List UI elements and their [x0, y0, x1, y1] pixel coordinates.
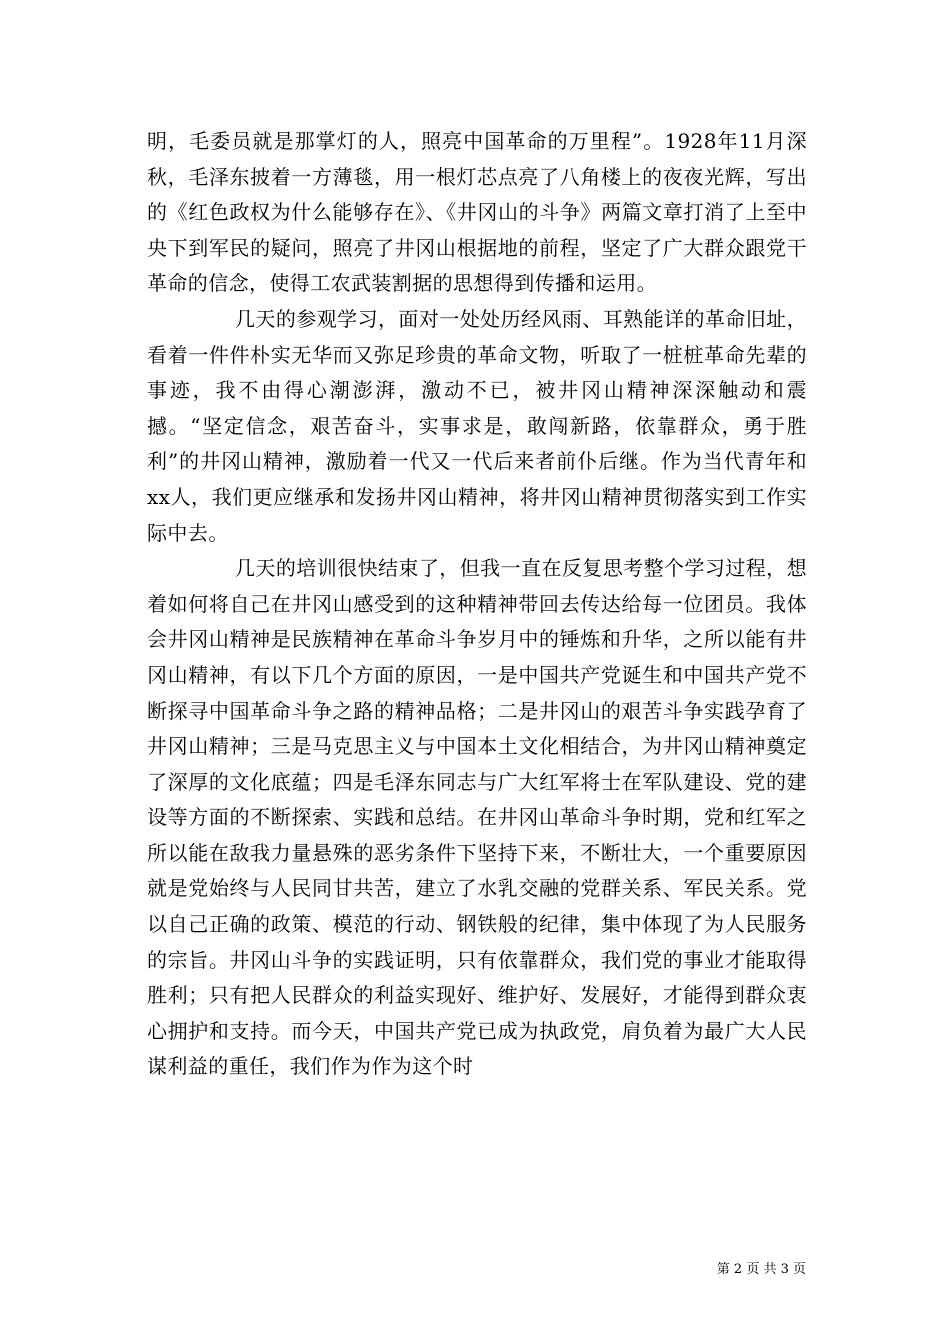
paragraph-3: 几天的培训很快结束了，但我一直在反复思考整个学习过程，想着如何将自己在井冈山感受到的这种精神带回去传达给每一位团员。我体会井冈山精神是民族精神在革命斗争岁月中的锤炼和升华，之所以能有井冈山精神，有以下几个方面的原因，一是中国共产党诞生和中国共产党不断探寻中国革命斗争之路的精神品格；二是井冈山的艰苦斗争实践孕育了井冈山精神；三是马克思主义与中国本土文化相结合，为井冈山精神奠定了深厚的文化底蕴；四是毛泽东同志与广大红军将士在军队建设、党的建设等方面的不断探索、实践和总结。在井冈山革命斗争时期，党和红军之所以能在敌我力量悬殊的恶劣条件下坚持下来，不断壮大，一个重要原因就是党始终与人民同甘共苦，建立了水乳交融的党群关系、军民关系。党以自己正确的政策、模范的行动、钢铁般的纪律，集中体现了为人民服务的宗旨。井冈山斗争的实践证明，只有依靠群众，我们党的事业才能取得胜利；只有把人民群众的利益实现好、维护好、发展好，才能得到群众衷心拥护和支持。而今天，中国共产党已成为执政党，肩负着为最广大人民谋利益的重任，我们作为作为这个时 [147, 556, 807, 1079]
page-footer: 第 2 页 共 3 页 [716, 1262, 806, 1277]
body-text [147, 124, 807, 1085]
paragraph-1: 明，毛委员就是那掌灯的人，照亮中国革命的万里程”。1928年11月深秋，毛泽东披着一方薄毯，用一根灯芯点亮了八角楼上的夜夜光辉，写出的《红色政权为什么能够存在》、《井冈山的斗争》两篇文章打消了上至中央下到军民的疑问，照亮了井冈山根据地的前程，坚定了广大群众跟党干革命的信念，使得工农武装割据的思想得到传播和运用。 [147, 129, 807, 296]
paragraph-2: 几天的参观学习，面对一处处历经风雨、耳熟能详的革命旧址，看着一件件朴实无华而又弥足珍贵的革命文物，听取了一桩桩革命先辈的事迹，我不由得心潮澎湃，激动不已，被井冈山精神深深触动和震撼。“坚定信念，艰苦奋斗，实事求是，敢闯新路，依靠群众，勇于胜利”的井冈山精神，激励着一代又一代后来者前仆后继。作为当代青年和xx人，我们更应继承和发扬井冈山精神，将井冈山精神贯彻落实到工作实际中去。 [147, 306, 807, 545]
